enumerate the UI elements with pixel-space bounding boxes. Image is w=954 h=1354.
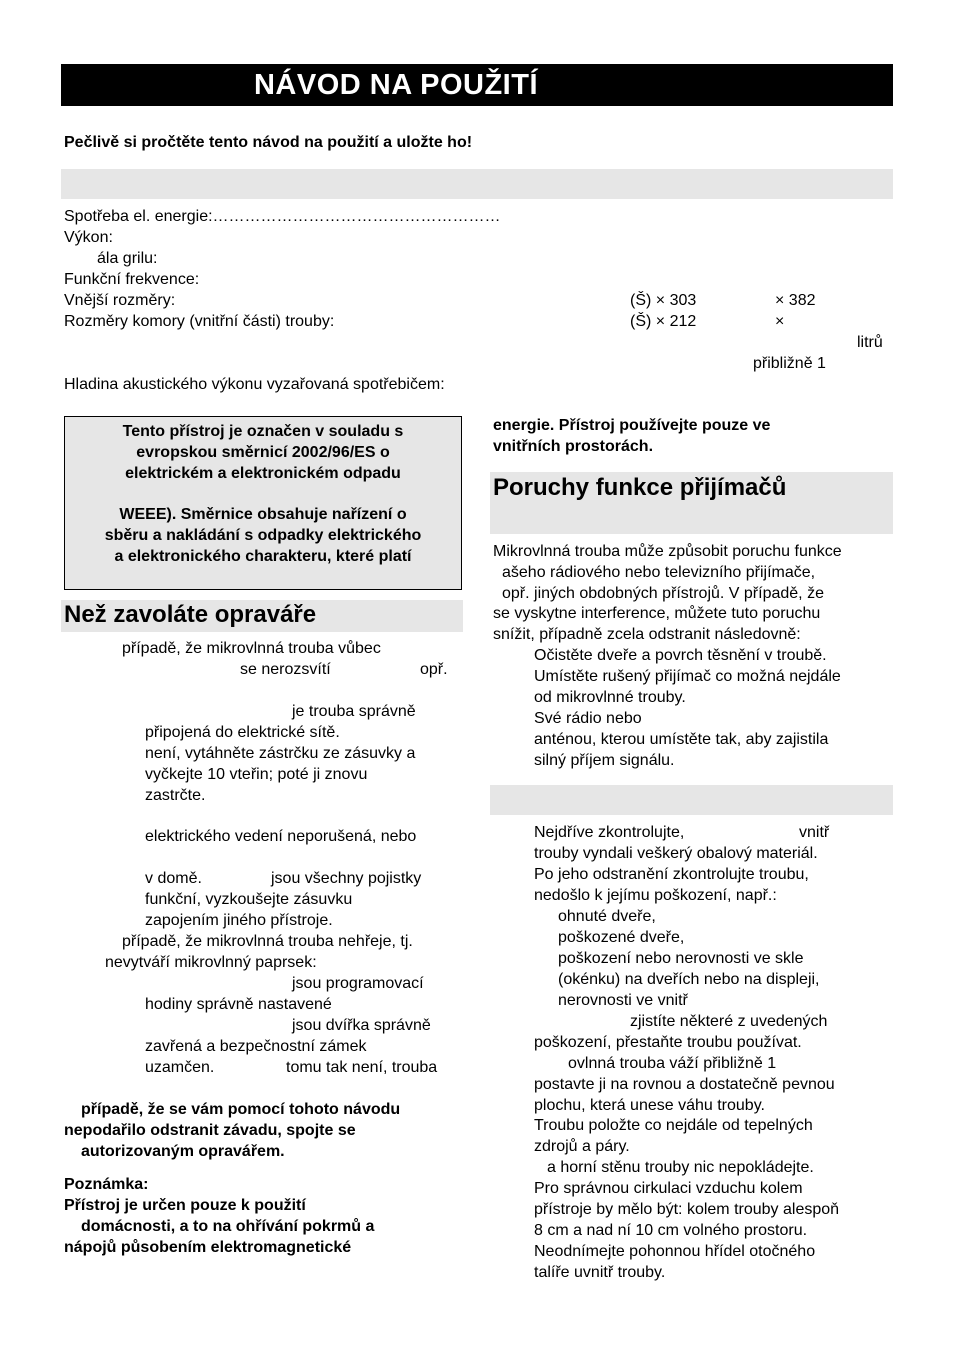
install-line: vnitř (799, 824, 830, 841)
left-line: jsou všechny pojistky (271, 870, 422, 887)
install-line: nerovnosti ve vnitř (558, 992, 688, 1009)
intro-note: Pečlivě si pročtěte tento návod na použití a uložte ho! (64, 134, 473, 151)
install-line: (okénku) na dveřích nebo na displeji, (558, 971, 820, 988)
right-para-line: snížit, případně zcela odstranit následovně: (493, 626, 801, 643)
left-line: opř. (420, 661, 448, 678)
section-heading-receiver-interference: Poruchy funkce přijímačů (493, 474, 787, 501)
page-title: NÁVOD NA POUŽITÍ (253, 69, 539, 101)
left-line: případě, že mikrovlnná trouba nehřeje, tj. (122, 933, 413, 950)
right-top-line: energie. Přístroj používejte pouze ve (493, 417, 771, 434)
left-line: není, vytáhněte zástrčku ze zásuvky a (145, 745, 416, 762)
spec-volume: litrů (857, 334, 883, 351)
left-line: případě, že mikrovlnná trouba vůbec (122, 640, 381, 657)
left-line: vyčkejte 10 vteřin; poté ji znovu (145, 766, 368, 783)
section-heading-before-repair: Než zavoláte opraváře (64, 601, 317, 628)
install-line: nedošlo k jejímu poškození, např.: (534, 887, 777, 904)
left-line: zastrčte. (145, 787, 206, 804)
left-line: připojená do elektrické sítě. (145, 724, 340, 741)
weee-line: a elektronického charakteru, které platí (114, 548, 412, 565)
left-line: uzamčen. (145, 1059, 215, 1076)
install-line: a horní stěnu trouby nic nepokládejte. (547, 1159, 814, 1176)
install-line: Troubu položte co nejdále od tepelných (534, 1117, 813, 1134)
install-header-bar (490, 785, 893, 815)
spec-frequency: Funkční frekvence: (64, 271, 200, 288)
left-line: nevytváří mikrovlnný paprsek: (105, 954, 317, 971)
left-bold-line: případě, že se vám pomocí tohoto návodu (81, 1101, 401, 1118)
right-indent-line: Očistěte dveře a povrch těsnění v troubě. (534, 647, 827, 664)
install-line: talíře uvnitř trouby. (534, 1264, 666, 1281)
install-line: poškození, přestaňte troubu používat. (534, 1034, 802, 1051)
right-indent-line: silný příjem signálu. (534, 752, 675, 769)
install-line: ohnuté dveře, (558, 908, 656, 925)
spec-grill: ála grilu: (97, 250, 158, 267)
note-line: domácnosti, a to na ohřívání pokrmů a (81, 1218, 375, 1235)
install-line: 8 cm a nad ní 10 cm volného prostoru. (534, 1222, 808, 1239)
left-line: je trouba správně (292, 703, 416, 720)
note-line: Přístroj je určen pouze k použití (64, 1197, 306, 1214)
note-line: nápojů působením elektromagnetické (64, 1239, 352, 1256)
weee-notice-box (64, 416, 462, 590)
install-line: Pro správnou cirkulaci vzduchu kolem (534, 1180, 803, 1197)
spec-outer-dims-d: × 382 (775, 292, 816, 309)
left-bold-line: autorizovaným opravářem. (81, 1143, 285, 1160)
weee-line: WEEE). Směrnice obsahuje nařízení o (119, 506, 407, 523)
right-indent-line: Své rádio nebo (534, 710, 642, 727)
left-line: funkční, vyzkoušejte zásuvku (145, 891, 353, 908)
specs-header-bar (61, 169, 893, 199)
right-top-line: vnitřních prostorách. (493, 438, 654, 455)
left-bold-line: nepodařilo odstranit závadu, spojte se (64, 1122, 356, 1139)
spec-outer-dims-w: (Š) × 303 (630, 292, 697, 309)
right-indent-line: Umístěte rušený přijímač co možná nejdále (534, 668, 841, 685)
note-label: Poznámka: (64, 1176, 149, 1193)
right-para-line: Mikrovlnná trouba může způsobit poruchu funkce (493, 543, 842, 560)
left-line: elektrického vedení neporušená, nebo (145, 828, 417, 845)
install-line: poškození nebo nerovnosti ve skle (558, 950, 804, 967)
spec-weight: přibližně 1 (753, 355, 826, 372)
install-line: postavte ji na rovnou a dostatečně pevnou (534, 1076, 835, 1093)
title-bar (61, 64, 893, 106)
install-line: přístroje by mělo být: kolem trouby alespoň (534, 1201, 840, 1218)
weee-line: Tento přístroj je označen v souladu s (122, 423, 404, 440)
right-para-line: se vyskytne interference, můžete tuto poruchu (493, 605, 821, 622)
install-line: zjistíte některé z uvedených (630, 1013, 828, 1030)
left-line: zavřená a bezpečnostní zámek (145, 1038, 367, 1055)
install-line: Neodnímejte pohonnou hřídel otočného (534, 1243, 816, 1260)
spec-inner-dims-w: (Š) × 212 (630, 313, 697, 330)
install-line: trouby vyndali veškerý obalový materiál. (534, 845, 818, 862)
install-line: poškozené dveře, (558, 929, 685, 946)
right-para-line: opř. jiných obdobných přístrojů. V případě, že (502, 585, 824, 602)
left-line: hodiny správně nastavené (145, 996, 332, 1013)
right-indent-line: anténou, kterou umístěte tak, aby zajistila (534, 731, 829, 748)
right-indent-line: od mikrovlnné trouby. (534, 689, 686, 706)
left-line: zapojením jiného přístroje. (145, 912, 333, 929)
spec-inner-dims: Rozměry komory (vnitřní části) trouby: (64, 313, 335, 330)
install-line: ovlnná trouba váží přibližně 1 (568, 1055, 777, 1072)
weee-line: elektrickém a elektronickém odpadu (125, 465, 401, 482)
spec-inner-dims-d: × (775, 313, 785, 330)
install-line: Po jeho odstranění zkontrolujte troubu, (534, 866, 809, 883)
left-line: jsou programovací (292, 975, 424, 992)
install-line: Nejdříve zkontrolujte, (534, 824, 685, 841)
left-line: se nerozsvítí (240, 661, 331, 678)
spec-consumption: Spotřeba el. energie:……………………………………………… (64, 208, 501, 225)
left-line: jsou dvířka správně (292, 1017, 431, 1034)
install-line: plochu, která unese váhu trouby. (534, 1097, 765, 1114)
weee-line: sběru a nakládání s odpadky elektrického (104, 527, 422, 544)
spec-power: Výkon: (64, 229, 113, 246)
install-line: zdrojů a páry. (534, 1138, 630, 1155)
spec-outer-dims: Vnější rozměry: (64, 292, 176, 309)
spec-noise: Hladina akustického výkonu vyzařovaná spotřebičem: (64, 376, 445, 393)
right-para-line: ašeho rádiového nebo televizního přijímače, (502, 564, 816, 581)
left-line: tomu tak není, trouba (286, 1059, 438, 1076)
left-line: v domě. (145, 870, 202, 887)
weee-line: evropskou směrnicí 2002/96/ES o (136, 444, 390, 461)
